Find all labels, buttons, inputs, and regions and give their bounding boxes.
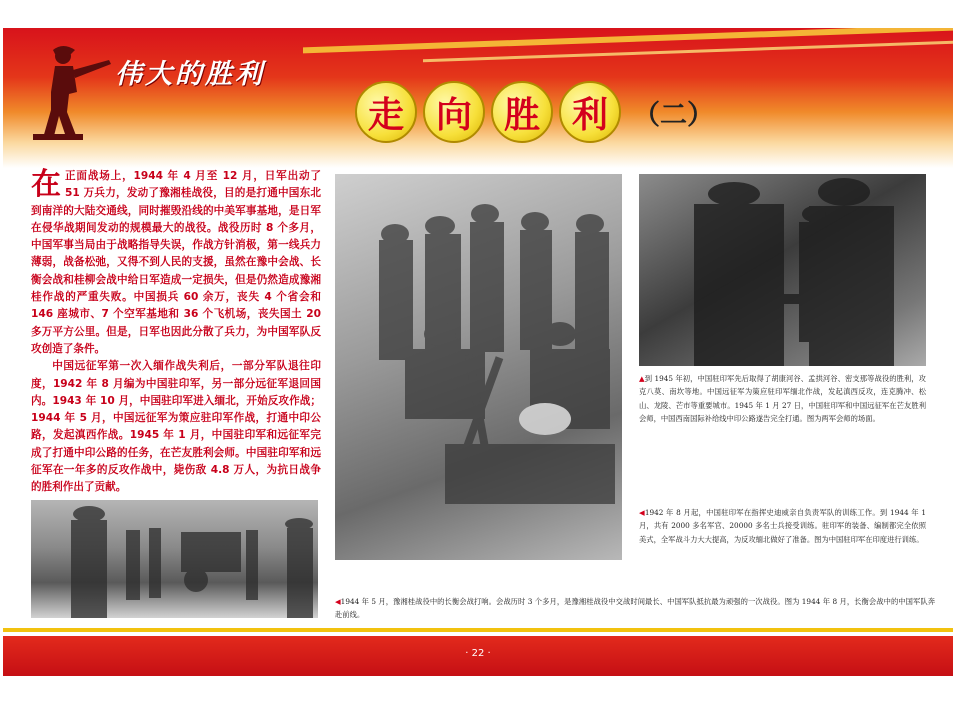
title-char: 利: [559, 81, 621, 143]
caption-top-right: [639, 372, 926, 426]
page-number: · 22 ·: [465, 648, 491, 659]
article-text: 正面战场上，1944 年 4 月至 12 月，日军出动了 51 万兵力，发动了豫湘桂战役，目的是打通中国东北到南洋的大陆交通线，同时摧毁沿线的中美军事基地，是日军在侵华战期间发动的规模最大的战役。战役历时 8 个多月，中国军事当局由于战略指导失误，作战方针消极，第一线兵力薄弱，战备松弛，又得不到人民的支援，虽然在豫中会战、长衡会战和桂柳会战中给日军造成一定损失，但是仍然造成豫湘桂作战的严重失败。中国损兵 60 余万，丧失 4 个省会和 146 座城市、7 个空军基地和 36 个飞机场，丧失国土 20 多万平方公里。但是，日军也因此分散了兵力，为中国军队反攻创造了条件。: [31, 170, 321, 355]
title-char: 向: [423, 81, 485, 143]
caption-triangle-icon: ◀: [639, 508, 645, 517]
slogan-calligraphy: 伟大的胜利: [115, 59, 265, 90]
banner-stripe: [303, 28, 953, 53]
caption-triangle-icon: ▲: [639, 374, 645, 383]
page-title: [355, 80, 714, 144]
article-paragraph: [31, 168, 321, 358]
drop-cap: 在: [31, 167, 61, 202]
caption-bottom: [335, 595, 935, 622]
caption-text: 到 1945 年初，中国驻印军先后取得了胡康河谷、孟拱河谷、密支那等战役的胜利，攻克八莫、南坎等地。中国远征军为策应驻印军缅北作战，发起滇西反攻，连克腾冲、松山、龙陵、芒市等重要城市。1945 年 1 月 27 日，中国驻印军和中国远征军在芒友胜利会师，中国西南国际补给线中印公路遂告完全打通。图为两军会师的场面。: [639, 374, 926, 424]
header-banner: [3, 28, 953, 168]
caption-text: 1944 年 5 月，豫湘桂战役中的长衡会战打响。会战历时 3 个多月，是豫湘桂战役中交战时间最长、中国军队抵抗最为顽强的一次战役。图为 1944 年 8 月，长衡会战中的中国军队奔赴前线。: [335, 597, 935, 620]
photo-troops-marching: [31, 500, 318, 618]
soldier-silhouette-icon: [23, 42, 113, 142]
photo-illustration: [639, 174, 926, 366]
caption-text: 1942 年 8 月起，中国驻印军在指挥史迪威亲自负责军队的训练工作。到 1944 年 1 月，共有 2000 多名军官、20000 多名士兵接受训练。驻印军的装备、编制都完全依照美式，全军战斗力大大提高，为反攻缅北做好了准备。图为中国驻印军在印度进行训练。: [639, 508, 926, 544]
photo-training-mortar: [335, 174, 622, 560]
article-body: [31, 168, 321, 497]
caption-middle-right: [639, 506, 926, 546]
footer-bar: [3, 636, 953, 676]
caption-triangle-icon: ◀: [335, 597, 341, 606]
title-char: 胜: [491, 81, 553, 143]
page: [3, 28, 953, 676]
footer-stripe: [3, 628, 953, 632]
photo-illustration: [335, 174, 622, 560]
title-suffix: （二）: [633, 99, 714, 131]
photo-two-armies-meeting: [639, 174, 926, 366]
article-paragraph: 中国远征军第一次入缅作战失利后，一部分军队退往印度，1942 年 8 月编为中国驻印军，另一部分远征军退回国内。1943 年 10 月，中国驻印军进入缅北，开始反攻作战；1944 年 5 月，中国远征军为策应驻印军作战，打通中印公路，发起滇西作战。1945 年 1 月，中国驻印军和远征军完成了打通中印公路的任务，在芒友胜利会师。中国驻印军和远征军在一年多的反攻作战中，毙伤敌 4.8 万人，为抗日战争的胜利作出了贡献。: [31, 360, 321, 494]
title-char: 走: [355, 81, 417, 143]
photo-illustration: [31, 500, 318, 618]
